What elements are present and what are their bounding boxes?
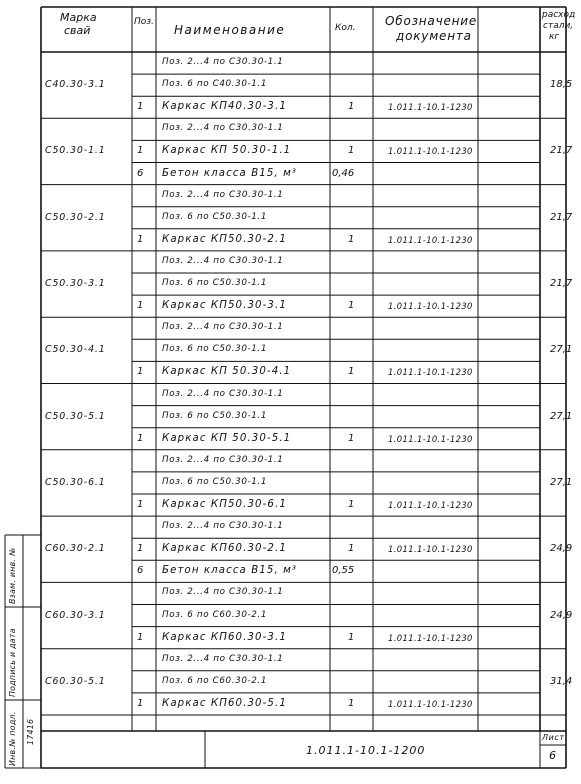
poz-cell: 1 <box>137 300 144 312</box>
naim-cell: Поз. 6 по С50.30-1.1 <box>162 278 268 288</box>
naim-cell: Поз. 2...4 по С30.30-1.1 <box>162 454 284 465</box>
header-marka: Марка <box>60 11 97 24</box>
naim-cell: Каркас КП40.30-3.1 <box>162 101 287 113</box>
poz-cell: 1 <box>137 432 144 444</box>
doc-cell: 1.011.1-10.1-1230 <box>388 234 473 245</box>
doc-cell: 1.011.1-10.1-1230 <box>388 367 473 378</box>
naim-cell: Каркас КП50.30-3.1 <box>162 300 287 312</box>
stamp-vzam: Взам. инв. № <box>8 547 17 604</box>
poz-cell: 1 <box>137 145 144 157</box>
naim-cell: Бетон класса В15, м³ <box>162 167 298 179</box>
kol-cell: 1 <box>348 697 355 709</box>
kol-cell: 1 <box>348 631 355 643</box>
doc-cell: 1.011.1-10.1-1230 <box>388 102 473 113</box>
poz-cell: 6 <box>137 167 144 179</box>
inventory-number: 17416 <box>26 718 35 745</box>
poz-cell: 1 <box>137 697 144 709</box>
header-stali: стали, <box>543 21 574 31</box>
doc-cell: 1.011.1-10.1-1230 <box>388 544 473 555</box>
naim-cell: Каркас КП 50.30-4.1 <box>162 366 292 378</box>
steel-value: 21,7 <box>550 145 573 157</box>
kol-cell: 1 <box>348 543 355 555</box>
naim-cell: Поз. 2...4 по С30.30-1.1 <box>162 322 284 333</box>
kol-cell: 1 <box>348 366 355 378</box>
steel-value: 18,5 <box>550 79 573 91</box>
steel-value: 21,7 <box>550 278 573 290</box>
poz-cell: 1 <box>137 233 144 245</box>
doc-cell: 1.011.1-10.1-1230 <box>388 698 473 709</box>
group-name: С50.30-1.1 <box>45 145 106 157</box>
group-name: С50.30-6.1 <box>45 476 106 488</box>
poz-cell: 1 <box>137 499 144 510</box>
steel-value: 31,4 <box>550 675 573 687</box>
group-name: С60.30-3.1 <box>45 609 106 621</box>
naim-cell: Каркас КП 50.30-1.1 <box>162 145 292 157</box>
header-oboz: Обозначение <box>385 14 478 28</box>
kol-cell: 0,55 <box>332 565 355 577</box>
kol-cell: 0,46 <box>332 167 355 179</box>
kol-cell: 1 <box>348 300 355 312</box>
kol-cell: 1 <box>348 499 355 510</box>
sheet-label: Лист <box>542 733 565 742</box>
naim-cell: Поз. 2...4 по С30.30-1.1 <box>162 521 284 532</box>
doc-cell: 1.011.1-10.1-1230 <box>388 500 473 510</box>
naim-cell: Поз. 2...4 по С30.30-1.1 <box>162 123 284 134</box>
steel-value: 27,1 <box>550 476 573 488</box>
header-kol: Кол. <box>335 23 356 33</box>
group-name: С50.30-2.1 <box>45 211 106 223</box>
poz-cell: 1 <box>137 101 144 113</box>
group-name: С60.30-2.1 <box>45 543 106 555</box>
header-kg: кг <box>549 32 560 42</box>
stamp-podpis: Подпись и дата <box>8 628 17 697</box>
group-name: С50.30-4.1 <box>45 344 106 356</box>
naim-cell: Каркас КП60.30-3.1 <box>162 631 287 643</box>
kol-cell: 1 <box>348 233 355 245</box>
header-rashod: расход <box>542 10 576 20</box>
naim-cell: Поз. 6 по С60.30-2.1 <box>162 675 268 686</box>
sheet-number: 6 <box>549 749 556 762</box>
header-dokumenta: документа <box>396 29 472 43</box>
header-naim: Наименование <box>174 23 286 37</box>
poz-cell: 1 <box>137 631 144 643</box>
naim-cell: Поз. 2...4 по С30.30-1.1 <box>162 587 284 598</box>
naim-cell: Каркас КП 50.30-5.1 <box>162 432 292 444</box>
doc-cell: 1.011.1-10.1-1230 <box>388 301 473 312</box>
steel-value: 27,1 <box>550 344 573 356</box>
steel-value: 24,9 <box>550 609 573 621</box>
kol-cell: 1 <box>348 432 355 444</box>
kol-cell: 1 <box>348 145 355 157</box>
steel-value: 24,9 <box>550 543 573 555</box>
steel-value: 27,1 <box>550 410 573 422</box>
group-name: С50.30-3.1 <box>45 278 106 290</box>
group-name: С50.30-5.1 <box>45 410 106 422</box>
header-poz: Поз. <box>134 17 154 27</box>
naim-cell: Поз. 6 по С50.30-1.1 <box>162 476 268 487</box>
doc-cell: 1.011.1-10.1-1230 <box>388 146 473 157</box>
stamp-inv-podl: Инв.№ подл. <box>8 711 17 766</box>
naim-cell: Каркас КП50.30-6.1 <box>162 499 287 510</box>
poz-cell: 6 <box>137 565 144 577</box>
group-name: С60.30-5.1 <box>45 675 106 687</box>
naim-cell: Поз. 6 по С50.30-1.1 <box>162 344 268 355</box>
footer-designation: 1.011.1-10.1-1200 <box>306 744 426 757</box>
naim-cell: Поз. 2...4 по С30.30-1.1 <box>162 255 284 266</box>
poz-cell: 1 <box>137 366 144 378</box>
naim-cell: Поз. 2...4 по С30.30-1.1 <box>162 189 284 200</box>
naim-cell: Поз. 2...4 по С30.30-1.1 <box>162 653 284 664</box>
naim-cell: Поз. 6 по С50.30-1.1 <box>162 211 268 222</box>
naim-cell: Поз. 6 по С40.30-1.1 <box>162 79 268 90</box>
steel-value: 21,7 <box>550 211 573 223</box>
naim-cell: Каркас КП60.30-2.1 <box>162 543 287 555</box>
group-name: С40.30-3.1 <box>45 79 106 91</box>
naim-cell: Поз. 2...4 по С30.30-1.1 <box>162 388 284 399</box>
naim-cell: Поз. 6 по С50.30-1.1 <box>162 410 268 421</box>
kol-cell: 1 <box>348 101 355 113</box>
doc-cell: 1.011.1-10.1-1230 <box>388 632 473 643</box>
naim-cell: Бетон класса В15, м³ <box>162 565 298 577</box>
naim-cell: Каркас КП60.30-5.1 <box>162 697 287 709</box>
header-svai: свай <box>64 24 91 37</box>
naim-cell: Каркас КП50.30-2.1 <box>162 233 287 245</box>
naim-cell: Поз. 2...4 по С30.30-1.1 <box>162 57 284 67</box>
doc-cell: 1.011.1-10.1-1230 <box>388 433 473 444</box>
naim-cell: Поз. 6 по С60.30-2.1 <box>162 609 268 620</box>
poz-cell: 1 <box>137 543 144 555</box>
